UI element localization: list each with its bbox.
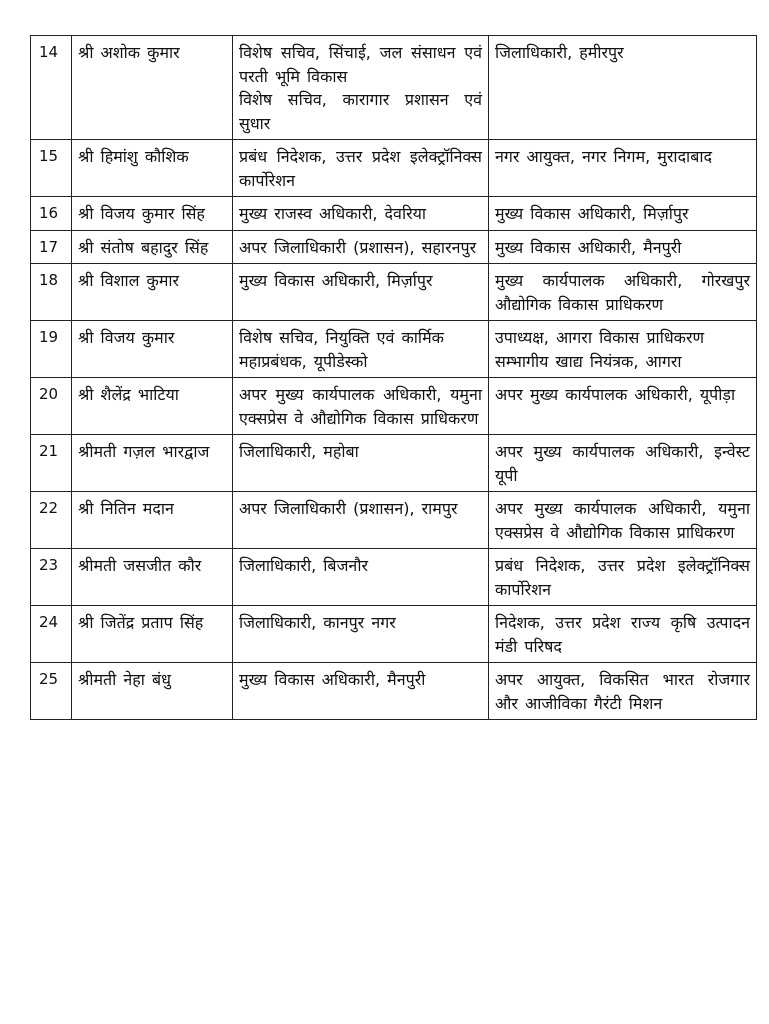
current-post-line: मुख्य विकास अधिकारी, मिर्ज़ापुर <box>239 271 433 290</box>
current-post <box>233 663 489 720</box>
new-post-line: उपाध्यक्ष, आगरा विकास प्राधिकरण <box>495 328 705 347</box>
table-row <box>31 663 757 720</box>
officer-name: श्री विजय कुमार <box>72 321 233 378</box>
new-post-line: प्रबंध निदेशक, उत्तर प्रदेश इलेक्ट्रॉनिक्स कार्पोरेशन <box>495 556 750 599</box>
new-post <box>489 264 757 321</box>
officer-name: श्री अशोक कुमार <box>72 36 233 140</box>
new-post <box>489 140 757 197</box>
current-post <box>233 378 489 435</box>
new-post <box>489 378 757 435</box>
table-row <box>31 321 757 378</box>
current-post <box>233 321 489 378</box>
officer-name: श्री विशाल कुमार <box>72 264 233 321</box>
transfer-table <box>30 35 757 720</box>
serial-number: 24 <box>31 606 72 663</box>
serial-number: 18 <box>31 264 72 321</box>
table-row <box>31 36 757 140</box>
current-post <box>233 492 489 549</box>
new-post <box>489 663 757 720</box>
table-row <box>31 606 757 663</box>
new-post-line: सम्भागीय खाद्य नियंत्रक, आगरा <box>495 351 682 371</box>
serial-number: 17 <box>31 230 72 264</box>
new-post <box>489 492 757 549</box>
table-row <box>31 230 757 264</box>
officer-name: श्रीमती गज़ल भारद्वाज <box>72 435 233 492</box>
officer-name: श्री जितेंद्र प्रताप सिंह <box>72 606 233 663</box>
current-post <box>233 197 489 231</box>
new-post-line: जिलाधिकारी, हमीरपुर <box>495 43 624 62</box>
current-post <box>233 606 489 663</box>
current-post-line: विशेष सचिव, नियुक्ति एवं कार्मिक <box>239 328 444 347</box>
table-row <box>31 549 757 606</box>
serial-number: 21 <box>31 435 72 492</box>
new-post-line: अपर मुख्य कार्यपालक अधिकारी, यूपीड़ा <box>495 385 736 404</box>
table-row <box>31 492 757 549</box>
serial-number: 22 <box>31 492 72 549</box>
new-post <box>489 321 757 378</box>
serial-number: 19 <box>31 321 72 378</box>
current-post-line: विशेष सचिव, सिंचाई, जल संसाधन एवं परती भूमि विकास <box>239 43 482 86</box>
table-row <box>31 264 757 321</box>
serial-number: 23 <box>31 549 72 606</box>
serial-number: 16 <box>31 197 72 231</box>
new-post-line: अपर मुख्य कार्यपालक अधिकारी, यमुना एक्सप्रेस वे औद्योगिक विकास प्राधिकरण <box>495 499 750 542</box>
current-post-line: विशेष सचिव, कारागार प्रशासन एवं सुधार <box>239 90 482 133</box>
current-post <box>233 140 489 197</box>
current-post-line: अपर मुख्य कार्यपालक अधिकारी, यमुना एक्सप्रेस वे औद्योगिक विकास प्राधिकरण <box>239 385 482 428</box>
current-post-line: जिलाधिकारी, बिजनौर <box>239 556 369 575</box>
new-post <box>489 230 757 264</box>
officer-name: श्रीमती नेहा बंधु <box>72 663 233 720</box>
new-post-line: निदेशक, उत्तर प्रदेश राज्य कृषि उत्पादन मंडी परिषद <box>495 613 750 656</box>
current-post <box>233 230 489 264</box>
current-post-line: अपर जिलाधिकारी (प्रशासन), रामपुर <box>239 499 458 518</box>
table-row <box>31 140 757 197</box>
officer-name: श्री हिमांशु कौशिक <box>72 140 233 197</box>
current-post-line: मुख्य विकास अधिकारी, मैनपुरी <box>239 670 426 689</box>
new-post-line: मुख्य विकास अधिकारी, मिर्ज़ापुर <box>495 204 689 223</box>
serial-number: 20 <box>31 378 72 435</box>
new-post <box>489 197 757 231</box>
new-post-line: मुख्य विकास अधिकारी, मैनपुरी <box>495 237 682 257</box>
table-body <box>31 36 757 720</box>
current-post <box>233 36 489 140</box>
officer-name: श्रीमती जसजीत कौर <box>72 549 233 606</box>
officer-name: श्री विजय कुमार सिंह <box>72 197 233 231</box>
current-post-line: जिलाधिकारी, महोबा <box>239 442 359 461</box>
new-post <box>489 606 757 663</box>
current-post <box>233 435 489 492</box>
new-post <box>489 36 757 140</box>
table-row <box>31 378 757 435</box>
officer-name: श्री संतोष बहादुर सिंह <box>72 230 233 264</box>
new-post-line: मुख्य कार्यपालक अधिकारी, गोरखपुर औद्योगिक विकास प्राधिकरण <box>495 271 750 314</box>
current-post-line: महाप्रबंधक, यूपीडेस्को <box>239 351 368 371</box>
document-page <box>30 35 756 720</box>
current-post-line: जिलाधिकारी, कानपुर नगर <box>239 613 396 632</box>
serial-number: 14 <box>31 36 72 140</box>
new-post <box>489 549 757 606</box>
serial-number: 15 <box>31 140 72 197</box>
current-post <box>233 264 489 321</box>
new-post <box>489 435 757 492</box>
current-post-line: अपर जिलाधिकारी (प्रशासन), सहारनपुर <box>239 237 477 257</box>
officer-name: श्री शैलेंद्र भाटिया <box>72 378 233 435</box>
table-row <box>31 197 757 231</box>
new-post-line: नगर आयुक्त, नगर निगम, मुरादाबाद <box>495 147 712 166</box>
current-post-line: प्रबंध निदेशक, उत्तर प्रदेश इलेक्ट्रॉनिक्स कार्पोरेशन <box>239 147 482 190</box>
officer-name: श्री नितिन मदान <box>72 492 233 549</box>
table-row <box>31 435 757 492</box>
current-post-line: मुख्य राजस्व अधिकारी, देवरिया <box>239 204 427 223</box>
new-post-line: अपर मुख्य कार्यपालक अधिकारी, इन्वेस्ट यूपी <box>495 442 750 485</box>
new-post-line: अपर आयुक्त, विकसित भारत रोजगार और आजीविका गैरंटी मिशन <box>495 670 750 713</box>
current-post <box>233 549 489 606</box>
serial-number: 25 <box>31 663 72 720</box>
